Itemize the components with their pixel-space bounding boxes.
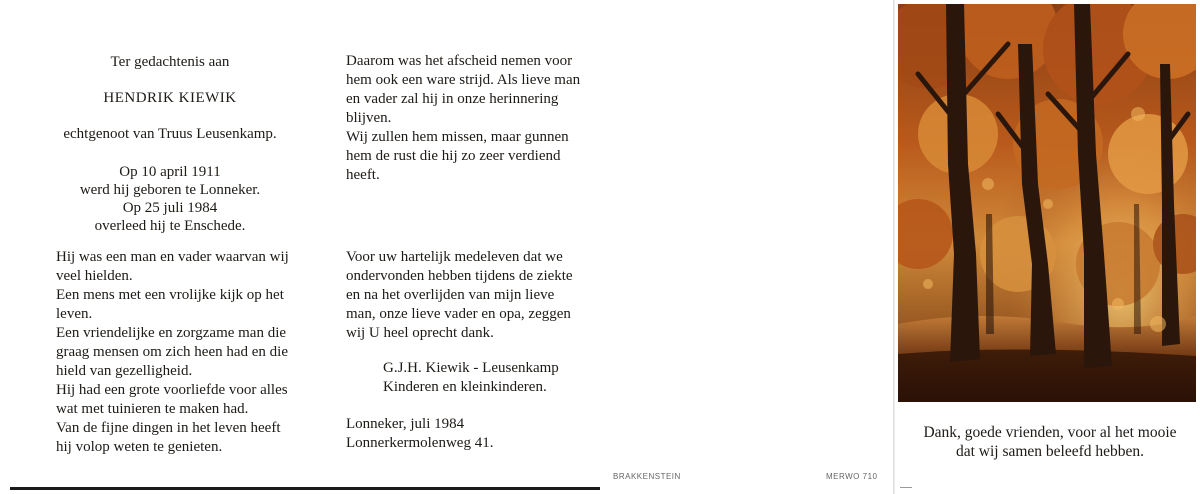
spouse-line: echtgenoot van Truus Leusenkamp.	[63, 126, 277, 142]
thanks-line: man, onze lieve vader en opa, zeggen	[346, 306, 571, 322]
thanks-text	[346, 248, 581, 343]
tribute-line: Een vriendelijke en zorgzame man die	[56, 325, 287, 341]
thanks-line: wij U heel oprecht dank.	[346, 325, 494, 341]
farewell-line: blijven.	[346, 110, 392, 126]
tribute-line: Van de fijne dingen in het leven heeft	[56, 420, 281, 436]
card-left-panel	[0, 0, 330, 494]
tribute-line: Hij had een grote voorliefde voor alles	[56, 382, 288, 398]
tribute-line: hij volop weten te genieten.	[56, 439, 223, 455]
tribute-text	[56, 248, 306, 457]
tribute-line: veel hielden.	[56, 268, 133, 284]
forest-illustration	[898, 4, 1196, 402]
caption-line: Dank, goede vrienden, voor al het mooie	[923, 424, 1177, 441]
life-line: werd hij geboren te Lonneker.	[79, 182, 261, 198]
dedication-heading: Ter gedachtenis aan	[110, 54, 230, 70]
bottom-border-line	[10, 487, 600, 490]
farewell-line: en vader zal hij in onze herinnering	[346, 91, 559, 107]
farewell-line: Wij zullen hem missen, maar gunnen	[346, 129, 569, 145]
life-dates	[40, 163, 300, 235]
tribute-line: Een mens met een vrolijke kijk op het	[56, 287, 284, 303]
autumn-forest-photo	[898, 4, 1196, 402]
life-line: overleed hij te Enschede.	[94, 218, 246, 234]
address-line: Lonnerkermolenweg 41.	[346, 435, 494, 451]
address-block	[346, 415, 546, 453]
tribute-line: Hij was een man en vader waarvan wij	[56, 249, 289, 265]
tribute-line: wat met tuinieren te maken had.	[56, 401, 249, 417]
signer-line: Kinderen en kleinkinderen.	[383, 379, 547, 395]
printer-imprint: BRAKKENSTEIN	[613, 472, 681, 481]
tribute-line: leven.	[56, 306, 93, 322]
tribute-line: hield van gezelligheid.	[56, 363, 193, 379]
print-code: MERWO 710	[826, 472, 878, 481]
tribute-line: graag mensen om zich heen had en die	[56, 344, 288, 360]
farewell-line: Daarom was het afscheid nemen voor	[346, 53, 573, 69]
life-line: Op 25 juli 1984	[122, 200, 218, 216]
thanks-line: ondervonden hebben tijdens de ziekte	[346, 268, 573, 284]
photo-caption	[900, 423, 1200, 461]
thanks-line: Voor uw hartelijk medeleven dat we	[346, 249, 563, 265]
life-line: Op 10 april 1911	[119, 164, 221, 180]
thanks-line: en na het overlijden van mijn lieve	[346, 287, 555, 303]
farewell-line: hem de rust die hij zo zeer verdiend	[346, 148, 561, 164]
deceased-name: HENDRIK KIEWIK	[103, 90, 237, 106]
farewell-line: heeft.	[346, 167, 380, 183]
signers-block	[383, 359, 583, 397]
farewell-line: hem ook een ware strijd. Als lieve man	[346, 72, 581, 88]
trim-mark	[900, 487, 912, 488]
signer-line: G.J.H. Kiewik - Leusenkamp	[383, 360, 559, 376]
address-line: Lonneker, juli 1984	[346, 416, 465, 432]
farewell-text	[346, 52, 581, 185]
caption-line: dat wij samen beleefd hebben.	[955, 443, 1145, 460]
